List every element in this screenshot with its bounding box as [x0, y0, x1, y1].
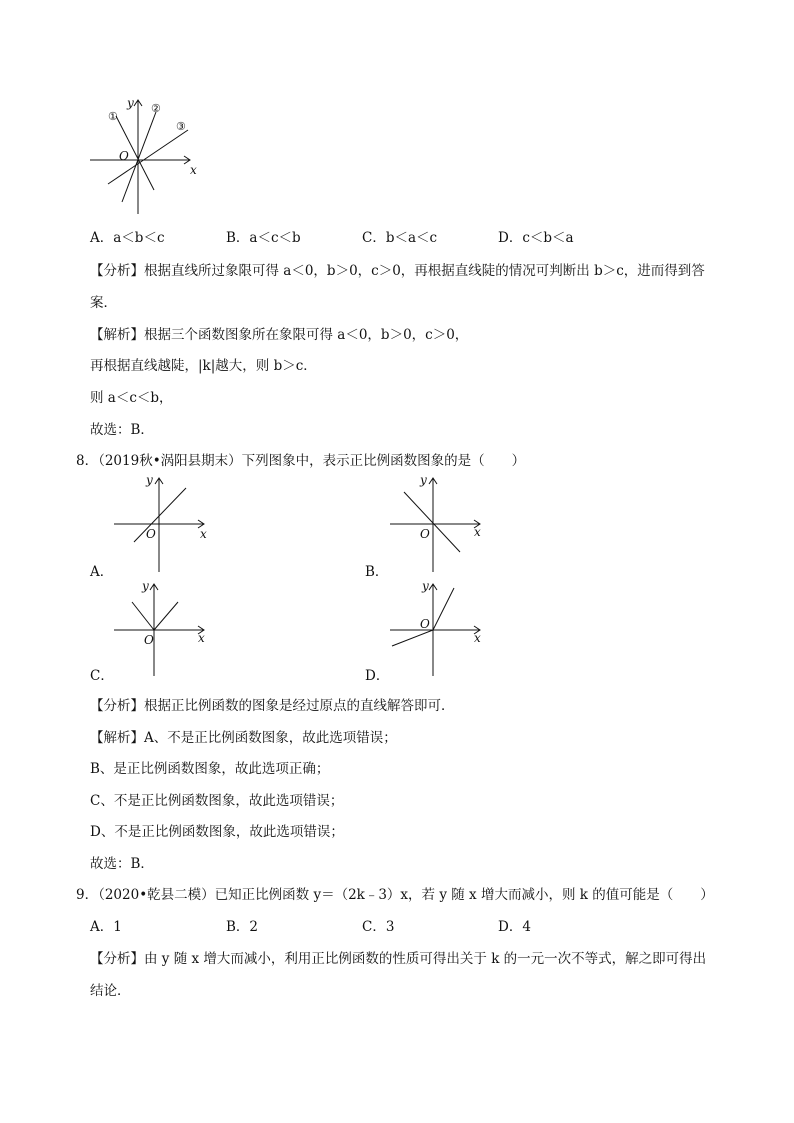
q8-answer: 故选：B． — [90, 856, 154, 872]
q8-c-x-label: x — [198, 631, 205, 645]
q8-graph-b — [388, 474, 488, 574]
q7-option-c: C．b＜a＜c — [362, 230, 438, 246]
q8-option-a-label: A． — [90, 564, 114, 580]
q8-a-y-label: y — [146, 473, 153, 487]
q8-d-origin-label: O — [420, 617, 430, 631]
q8-a-origin-label: O — [146, 527, 156, 541]
q7-y-label: y — [127, 96, 134, 110]
q7-line1-label: ① — [108, 110, 118, 123]
q8-option-b-label: B． — [365, 564, 389, 580]
q7-solution-line1: 【解析】根据三个函数图象所在象限可得 a＜0，b＞0，c＞0， — [90, 327, 469, 343]
q8-analysis: 【分析】根据正比例函数的图象是经过原点的直线解答即可． — [90, 698, 455, 714]
q7-option-b: B．a＜c＜b — [226, 230, 301, 246]
q7-solution-line2: 再根据直线越陡，|k|越大，则 b＞c． — [90, 358, 317, 374]
q8-c-y-label: y — [142, 579, 149, 593]
q9-analysis-line1: 【分析】由 y 随 x 增大而减小，利用正比例函数的性质可得出关于 k 的一元一次不等式，解之即可得出 — [90, 951, 707, 967]
q9-option-b: B．2 — [226, 919, 259, 935]
q8-b-origin-label: O — [420, 527, 430, 541]
q7-graph — [86, 94, 216, 218]
q7-analysis-line2: 案． — [90, 295, 117, 311]
q7-x-label: x — [190, 163, 197, 177]
q8-d-y-label: y — [422, 579, 429, 593]
q8-graph-d — [388, 578, 488, 678]
q8-solution-d: D、不是正比例函数图象，故此选项错误； — [90, 824, 344, 840]
q7-answer: 故选：B． — [90, 422, 154, 438]
q8-graph-a — [112, 474, 212, 574]
q8-c-origin-label: O — [144, 633, 154, 647]
q9-stem: 9．（2020•乾县二模）已知正比例函数 y＝（2k﹣3）x，若 y 随 x 增大而减小，则 k 的值可能是（ ） — [76, 887, 714, 903]
q8-a-x-label: x — [200, 527, 207, 541]
q7-line2-label: ② — [151, 102, 161, 115]
q9-option-c: C．3 — [362, 919, 395, 935]
q8-graph-c — [112, 578, 212, 678]
q9-option-d: D．4 — [498, 919, 531, 935]
q8-b-x-label: x — [474, 525, 481, 539]
q8-stem: 8．（2019秋•涡阳县期末）下列图象中，表示正比例函数图象的是（ ） — [76, 453, 526, 469]
q9-option-a: A．1 — [90, 919, 122, 935]
q8-option-d-label: D． — [365, 668, 390, 684]
q7-line3-label: ③ — [176, 120, 186, 133]
q7-solution-line3: 则 a＜c＜b， — [90, 390, 173, 406]
q7-option-d: D．c＜b＜a — [498, 230, 574, 246]
q7-option-a: A．a＜b＜c — [90, 230, 165, 246]
q8-b-y-label: y — [420, 473, 427, 487]
q8-solution-b: B、是正比例函数图象，故此选项正确； — [90, 761, 330, 777]
q8-option-c-label: C． — [90, 668, 114, 684]
q9-analysis-line2: 结论． — [90, 983, 131, 999]
q7-origin-label: O — [119, 149, 129, 163]
q8-solution-c: C、不是正比例函数图象，故此选项错误； — [90, 793, 344, 809]
q8-solution-a: 【解析】A、不是正比例函数图象，故此选项错误； — [90, 730, 397, 746]
q7-analysis-line1: 【分析】根据直线所过象限可得 a＜0，b＞0，c＞0，再根据直线陡的情况可判断出 b＞c，进而得到答 — [90, 263, 705, 279]
q8-d-x-label: x — [474, 631, 481, 645]
